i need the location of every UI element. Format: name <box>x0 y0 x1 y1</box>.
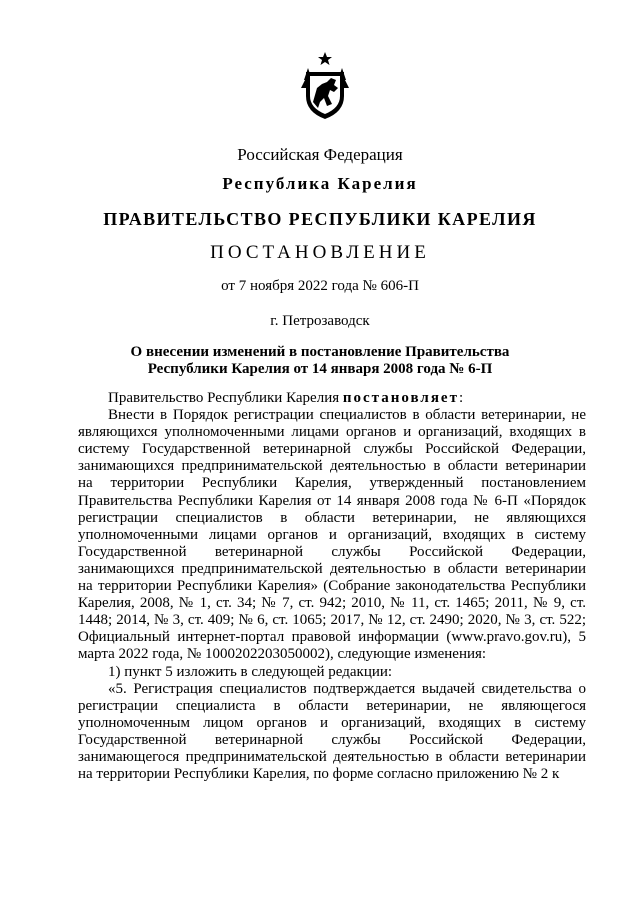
body-paragraph-3: «5. Регистрация специалистов подтверждается выдачей свидетельства о регистрации специалиста в области ветеринарии, не являющегося уполномоченным лицом органов и организаций, входящих в систему Государственной ветеринарной службы Российской Федерации, занимающегося предпринимательской деятельностью в области ветеринарии на территории Республики Карелия, по форме согласно приложению № 2 к <box>78 680 586 783</box>
preamble-paragraph <box>78 390 586 407</box>
karelia-coat-of-arms-icon <box>298 52 352 120</box>
document-type: ПОСТАНОВЛЕНИЕ <box>210 242 430 263</box>
country-name: Российская Федерация <box>237 145 403 164</box>
document-body <box>78 390 586 783</box>
resolves-word: постановляет <box>342 390 459 406</box>
body-paragraph-2: 1) пункт 5 изложить в следующей редакции: <box>108 663 393 680</box>
document-city: г. Петрозаводск <box>270 313 370 329</box>
document-date: от 7 ноября 2022 года № 606-П <box>221 278 419 294</box>
document-subject <box>0 344 640 378</box>
subject-line-1: О внесении изменений в постановление Правительства <box>130 344 510 360</box>
preamble-colon: : <box>458 390 464 406</box>
body-paragraph-1: Внести в Порядок регистрации специалистов в области ветеринарии, не являющихся уполномоченными лицами органов и организаций, входящих в систему Государственной ветеринарной службы Российской Федерации, занимающихся предпринимательской деятельностью в области ветеринарии на территории Республики Карелия, утвержденный постановлением Правительства Республики Карелия от 14 января 2008 года № 6-П «Порядок регистрации специалистов в области ветеринарии, не являющихся уполномоченными лицами органов и организаций, входящих в систему Государственной ветеринарной службы Российской Федерации, занимающихся предпринимательской деятельностью в области ветеринарии на территории Республики Карелия» (Собрание законодательства Республики Карелия, 2008, № 1, ст. 34; № 7, ст. 942; 2010, № 11, ст. 1465; 2011, № 9, ст. 1448; 2014, № 3, ст. 409; № 6, ст. 1065; 2017, № 12, ст. 2490; 2020, № 3, ст. 522; Официальный интернет-портал правовой информации (www.pravo.gov.ru), 5 марта 2022 года, № 1000202203050002), следующие изменения: <box>78 407 586 663</box>
government-name: ПРАВИТЕЛЬСТВО РЕСПУБЛИКИ КАРЕЛИЯ <box>103 209 537 229</box>
subject-line-2: Республики Карелия от 14 января 2008 года № 6-П <box>147 361 493 377</box>
preamble-text: Правительство Республики Карелия <box>108 390 343 406</box>
republic-name: Республика Карелия <box>222 174 418 193</box>
